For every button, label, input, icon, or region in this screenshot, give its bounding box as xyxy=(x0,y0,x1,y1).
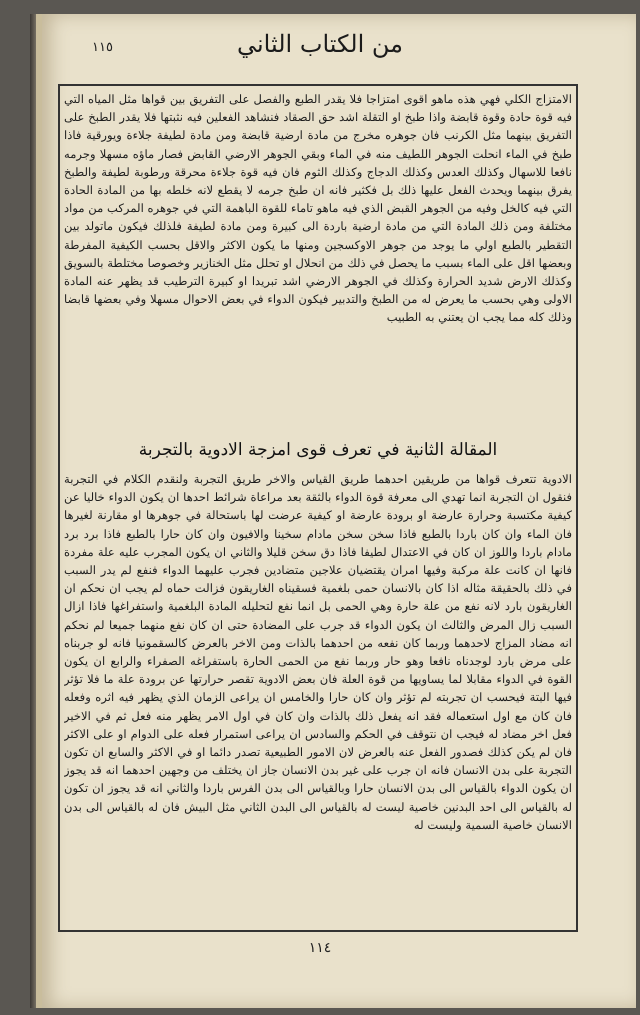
paragraph-1: الامتزاج الكلي فهي هذه ماهو اقوى امتزاجا فلا يقدر الطبع والفصل على التفريق بين قواها مثل المياه التي فيه قوة حادة وقوة قابضة واذا طبخ او التقلة اشد حق الصقاد فنشاهد الفعلين فيه نثبتها فلا يقدر الطبخ على التفريق بينهما مثل الكرنب فان جوهره مخرج من مادة ارضية قابضة ومن مادة لطيفة جلاءة ويورقية فاذا طبخ في الماء انحلت الجوهر اللطيف منه في الماء وبقي الجوهر الارضي القابض فصار ماؤه مسهلا وجرمه نافعا للاسهال وكذلك العدس وكذلك الدجاج وكذلك الثوم فان فيه قوة جلاءة محرقة ورطوبة لطيفة والطبخ يفرق بينهما ويحدث الفعل عليها ذلك بل فكثير فانه ان طبخ جرمه لا يقطع لانه خلطه بها من المادة الحادة التي فيه كالخل وفيه من الجوهر القبض الذي فيه ماهو تاماء للقوة الباهمة التي في جوهره المركب من مواد مختلفة ومن ذلك المادة التي من مادة ارضية باردة الى كبيرة ومن مادة لطيفة فلذلك فيكون ماتولد بين التقطير بالطبع اولي ما يوجد من جوهر الاوكسجين ومنها ما يكون الاكثر والاقل بحسب الكيفية المفرطة وبعضها اقل على الماء بسبب ما يحصل في ذلك من انحلال او تحلل مثل الخنازير وخصوصا مختلطة بالسويق وكذلك الارض شديد الحرارة وكذلك في الجوهر الارضي اشد تبريدا او كبيرة الترطيب قد يظهر عنه المادة الاولى وهي بحسب ما يعرض له من الطبخ والتدبير فيكون الدواء في بعض الاحوال مسهلا وفي بعضها قابضا وذلك كله مما يجب ان يعتني به الطبيب xyxy=(64,92,572,325)
page-number-top: ١١٥ xyxy=(92,40,113,55)
page-number-bottom: ١١٤ xyxy=(308,940,332,956)
paragraph-2: الادوية تتعرف قواها من طريقين احدهما طريق القياس والاخر طريق التجربة ولنقدم الكلام في التجربة فنقول ان التجربة انما تهدي الى معرفة قوة الدواء بالثقة بعد مراعاة شرائط احدها ان يكون الدواء خاليا عن كيفية مكتسبة وحرارة عارضة او برودة عارضة او كيفية عرضت لها باستحالة في جوهرها او مقارنة لغيرها فان الماء وان كان باردا بالطبع فاذا سخن سخن مادام سخينا والافيون وان كان حارا بالطبع فاذا برد برد مادام باردا واللوز ان كان في الاعتدال لطيفا فاذا دق سخن قليلا والثاني ان يكون المجرب عليه علة مفردة فانها ان كانت علة مركبة وفيها امران يقتضيان علاجين متضادين فجرب عليهما الدواء فنفع لم يدر السبب في ذلك بالحقيقة مثاله اذا كان بالانسان حمى بلغمية فسقيناه الغاريقون فزالت حماه لم يجب ان نحكم ان الغاريقون بارد لانه نفع من علة حارة وهي الحمى بل انما نفع لتحليله المادة البلغمية واستفراغها فاذا ازال السبب زال المرض والثالث ان يكون الدواء قد جرب على المضادة حتى ان كان نفع منهما جميعا لم نحكم انه مضاد المزاج لاحدهما وربما كان نفعه من احدهما بالذات ومن الاخر بالعرض كالسقمونيا فانه لو جربناه على مرض بارد لوجدناه نافعا وهو حار وربما نفع من الحمى الحارة باستفراغه الصفراء والرابع ان يكون القوة في الدواء مقابلا لما يساويها من قوة العلة فان بعض الادوية تقصر حرارتها عن برودة علة ما فلا تؤثر فيها البتة فيحسب ان تجربته لم تؤثر وان كان حارا والخامس ان يراعى الزمان الذي يظهر فيه اثره وفعله فان كان مع اول استعماله فقد انه يفعل ذلك بالذات وان كان في اول الامر يظهر منه فعل ثم في الاخير فعل اخر مضاد له فيجب ان نتوقف في الحكم والسادس ان يراعى استمرار فعله على الدوام او على الاكثر فان لم يكن كذلك فصدور الفعل عنه بالعرض لان الامور الطبيعية تصدر دائما او في الاكثر والسابع ان تكون التجربة على بدن الانسان فانه ان جرب على غير بدن الانسان جاز ان يختلف من وجهين احدهما انه قد يجوز ان يكون الدواء بالقياس الى بدن الانسان حارا وبالقياس الى بدن الفرس باردا والثاني انه قد يجوز ان تكون له بالقياس الى احد البدنين خاصية ليست له بالقياس الى البدن الثاني مثل البيش فان له بالقياس الى بدن الانسان خاصية السمية وليست له xyxy=(64,472,572,832)
section-title: المقالة الثانية في تعرف قوى امزجة الادوية بالتجربة xyxy=(138,440,498,460)
running-head: من الكتاب الثاني xyxy=(237,30,403,58)
